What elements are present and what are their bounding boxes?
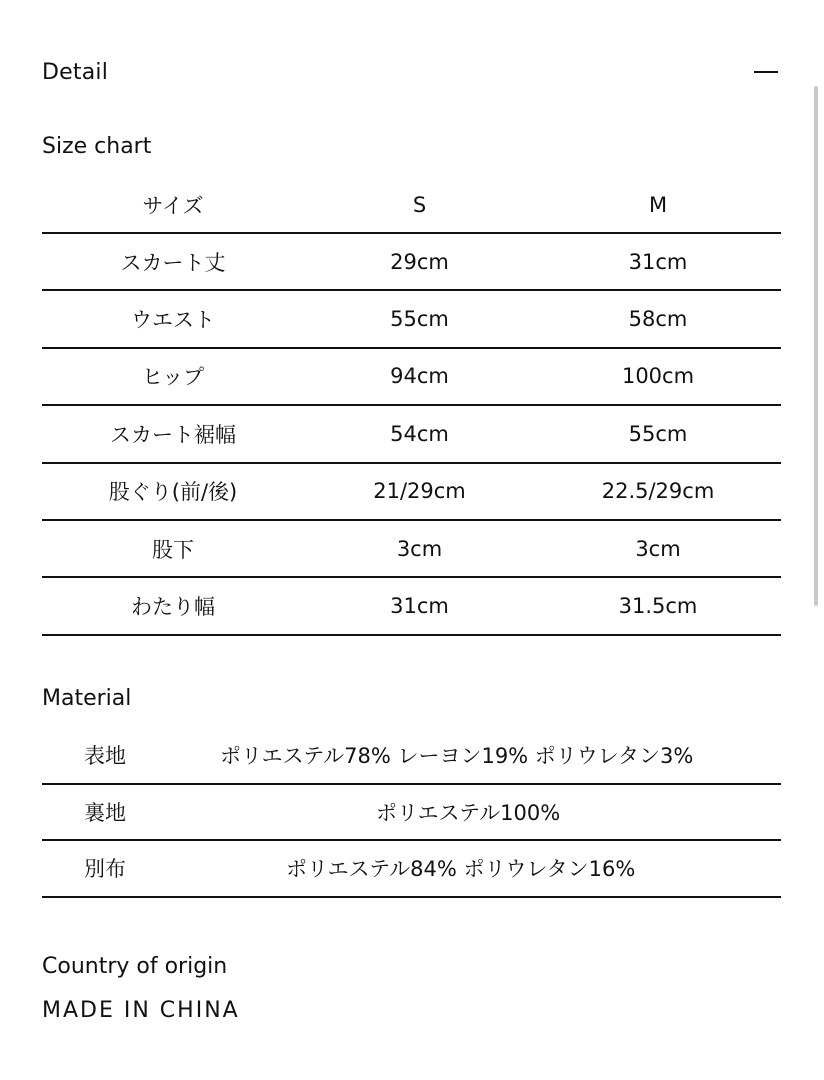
detail-title: Detail — [42, 59, 109, 85]
scrollbar[interactable] — [814, 86, 818, 606]
minus-icon[interactable] — [754, 60, 778, 84]
cell-m: 31cm — [535, 233, 781, 290]
table-row — [42, 233, 781, 290]
origin-title: Country of origin — [42, 954, 228, 979]
column-header-size: サイズ — [42, 177, 304, 233]
cell-m: 31.5cm — [535, 577, 781, 634]
cell-s: 94cm — [304, 348, 535, 405]
row-label: 股ぐり(前/後) — [42, 463, 304, 520]
column-header-m: M — [535, 177, 781, 233]
row-label: スカート丈 — [42, 233, 304, 290]
cell-s: 31cm — [304, 577, 535, 634]
origin-value: MADE IN CHINA — [42, 998, 240, 1023]
material-value: ポリエステル84% ポリウレタン16% — [192, 840, 781, 897]
size-chart-title: Size chart — [42, 134, 152, 159]
row-label: ウエスト — [42, 290, 304, 347]
cell-m: 55cm — [535, 405, 781, 462]
cell-s: 29cm — [304, 233, 535, 290]
cell-m: 3cm — [535, 520, 781, 577]
table-row — [42, 577, 781, 634]
cell-m: 22.5/29cm — [535, 463, 781, 520]
detail-header[interactable] — [42, 52, 778, 92]
table-row — [42, 520, 781, 577]
material-label: 表地 — [42, 728, 192, 784]
material-label: 別布 — [42, 840, 192, 897]
row-label: スカート裾幅 — [42, 405, 304, 462]
material-table — [42, 728, 781, 898]
material-value: ポリエステル100% — [192, 784, 781, 841]
size-chart-table — [42, 177, 781, 636]
row-label: ヒップ — [42, 348, 304, 405]
table-row — [42, 463, 781, 520]
table-row — [42, 348, 781, 405]
cell-s: 55cm — [304, 290, 535, 347]
table-row — [42, 728, 781, 784]
row-label: 股下 — [42, 520, 304, 577]
row-label: わたり幅 — [42, 577, 304, 634]
size-chart-header-row — [42, 177, 781, 233]
cell-m: 58cm — [535, 290, 781, 347]
cell-s: 54cm — [304, 405, 535, 462]
material-title: Material — [42, 686, 132, 711]
material-value: ポリエステル78% レーヨン19% ポリウレタン3% — [192, 728, 781, 784]
table-row — [42, 405, 781, 462]
cell-s: 3cm — [304, 520, 535, 577]
table-row — [42, 290, 781, 347]
cell-m: 100cm — [535, 348, 781, 405]
material-label: 裏地 — [42, 784, 192, 841]
table-row — [42, 840, 781, 897]
cell-s: 21/29cm — [304, 463, 535, 520]
table-row — [42, 784, 781, 841]
column-header-s: S — [304, 177, 535, 233]
